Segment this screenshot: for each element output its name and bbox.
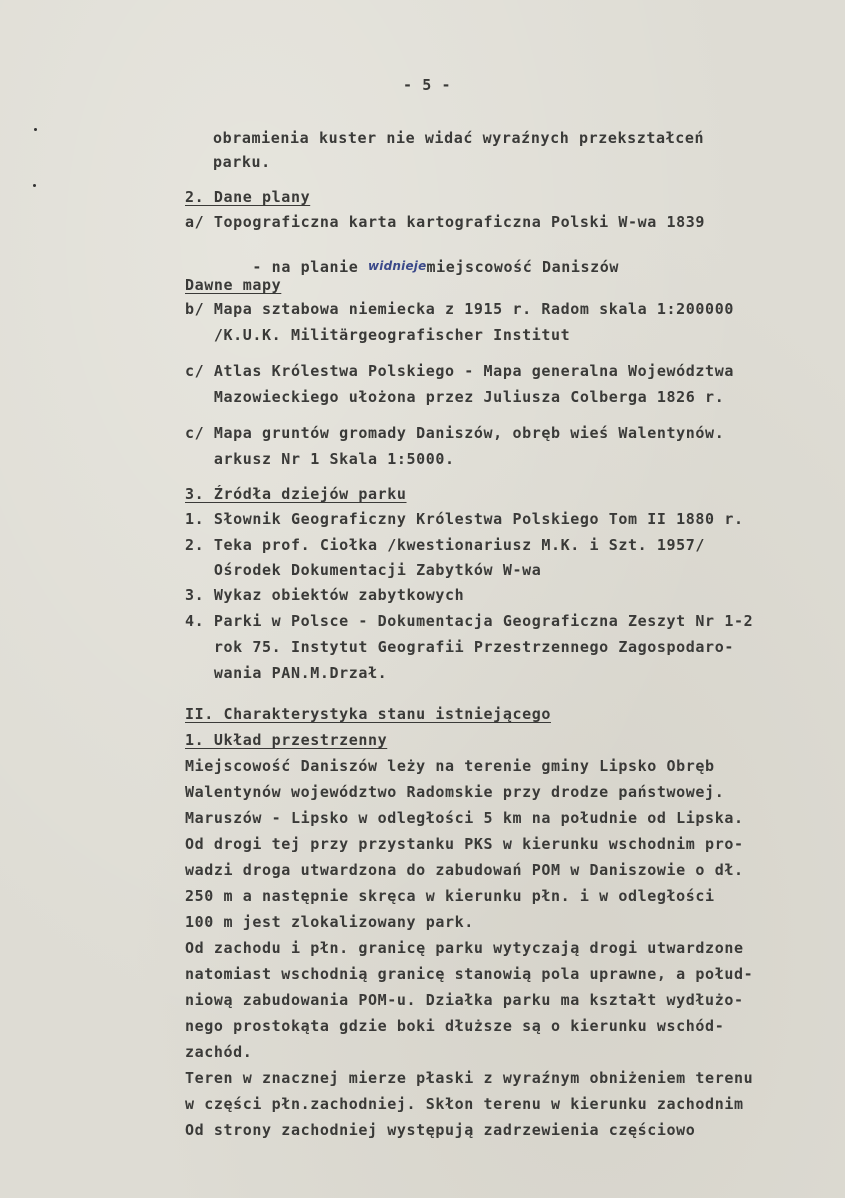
text-line: 4. Parki w Polsce - Dokumentacja Geograficzna Zeszyt Nr 1-2 bbox=[185, 612, 754, 630]
text-line: zachód. bbox=[185, 1043, 253, 1061]
text-line: Mazowieckiego ułożona przez Juliusza Colberga 1826 r. bbox=[185, 388, 725, 406]
handwritten-annotation: widnieje bbox=[368, 259, 427, 273]
text-line: natomiast wschodnią granicę stanowią pola uprawne, a połud- bbox=[185, 965, 754, 983]
text-line: a/ Topograficzna karta kartograficzna Polski W-wa 1839 bbox=[185, 213, 706, 231]
subsection-heading: 1. Układ przestrzenny bbox=[185, 731, 388, 749]
margin-mark bbox=[34, 128, 37, 131]
text-line: /K.U.K. Militärgeografischer Institut bbox=[185, 326, 571, 344]
text-span: - na planie bbox=[223, 258, 368, 276]
text-line: Miejscowość Daniszów leży na terenie gminy Lipsko Obręb bbox=[185, 757, 715, 775]
text-line: Od zachodu i płn. granicę parku wytyczają drogi utwardzone bbox=[185, 939, 744, 957]
text-line: arkusz Nr 1 Skala 1:5000. bbox=[185, 450, 455, 468]
text-line: Teren w znacznej mierze płaski z wyraźnym obniżeniem terenu bbox=[185, 1069, 754, 1087]
subsection-heading: Dawne mapy bbox=[185, 276, 282, 294]
text-span: miejscowość Daniszów bbox=[426, 258, 620, 276]
margin-mark bbox=[33, 184, 36, 187]
text-line: obramienia kuster nie widać wyraźnych przekształceń bbox=[213, 129, 705, 147]
text-line: niową zabudowania POM-u. Działka parku ma kształt wydłużo- bbox=[185, 991, 744, 1009]
text-line: wadzi droga utwardzona do zabudowań POM w Daniszowie o dł. bbox=[185, 861, 744, 879]
text-line: wania PAN.M.Drzał. bbox=[185, 664, 388, 682]
text-line: 2. Teka prof. Ciołka /kwestionariusz M.K. i Szt. 1957/ bbox=[185, 536, 706, 554]
text-line: b/ Mapa sztabowa niemiecka z 1915 r. Radom skala 1:200000 bbox=[185, 300, 734, 318]
text-line: rok 75. Instytut Geografii Przestrzennego Zagospodaro- bbox=[185, 638, 734, 656]
text-line: 1. Słownik Geograficzny Królestwa Polskiego Tom II 1880 r. bbox=[185, 510, 744, 528]
chapter-heading: II. Charakterystyka stanu istniejącego bbox=[185, 705, 551, 723]
text-line: 100 m jest zlokalizowany park. bbox=[185, 913, 474, 931]
text-line: c/ Atlas Królestwa Polskiego - Mapa generalna Województwa bbox=[185, 362, 734, 380]
page-number: - 5 - bbox=[403, 76, 452, 94]
text-line: Ośrodek Dokumentacji Zabytków W-wa bbox=[185, 561, 542, 579]
text-line: c/ Mapa gruntów gromady Daniszów, obręb wieś Walentynów. bbox=[185, 424, 725, 442]
text-line: Od drogi tej przy przystanku PKS w kierunku wschodnim pro- bbox=[185, 835, 744, 853]
text-line: Maruszów - Lipsko w odległości 5 km na południe od Lipska. bbox=[185, 809, 744, 827]
text-line: Walentynów województwo Radomskie przy drodze państwowej. bbox=[185, 783, 725, 801]
text-line: 3. Wykaz obiektów zabytkowych bbox=[185, 586, 465, 604]
text-line: w części płn.zachodniej. Skłon terenu w kierunku zachodnim bbox=[185, 1095, 744, 1113]
text-line: Od strony zachodniej występują zadrzewienia częściowo bbox=[185, 1121, 696, 1139]
section-heading: 3. Źródła dziejów parku bbox=[185, 485, 407, 503]
text-line: nego prostokąta gdzie boki dłuższe są o kierunku wschód- bbox=[185, 1017, 725, 1035]
text-line: 250 m a następnie skręca w kierunku płn. i w odległości bbox=[185, 887, 715, 905]
section-heading: 2. Dane plany bbox=[185, 188, 311, 206]
text-line: parku. bbox=[213, 153, 271, 171]
